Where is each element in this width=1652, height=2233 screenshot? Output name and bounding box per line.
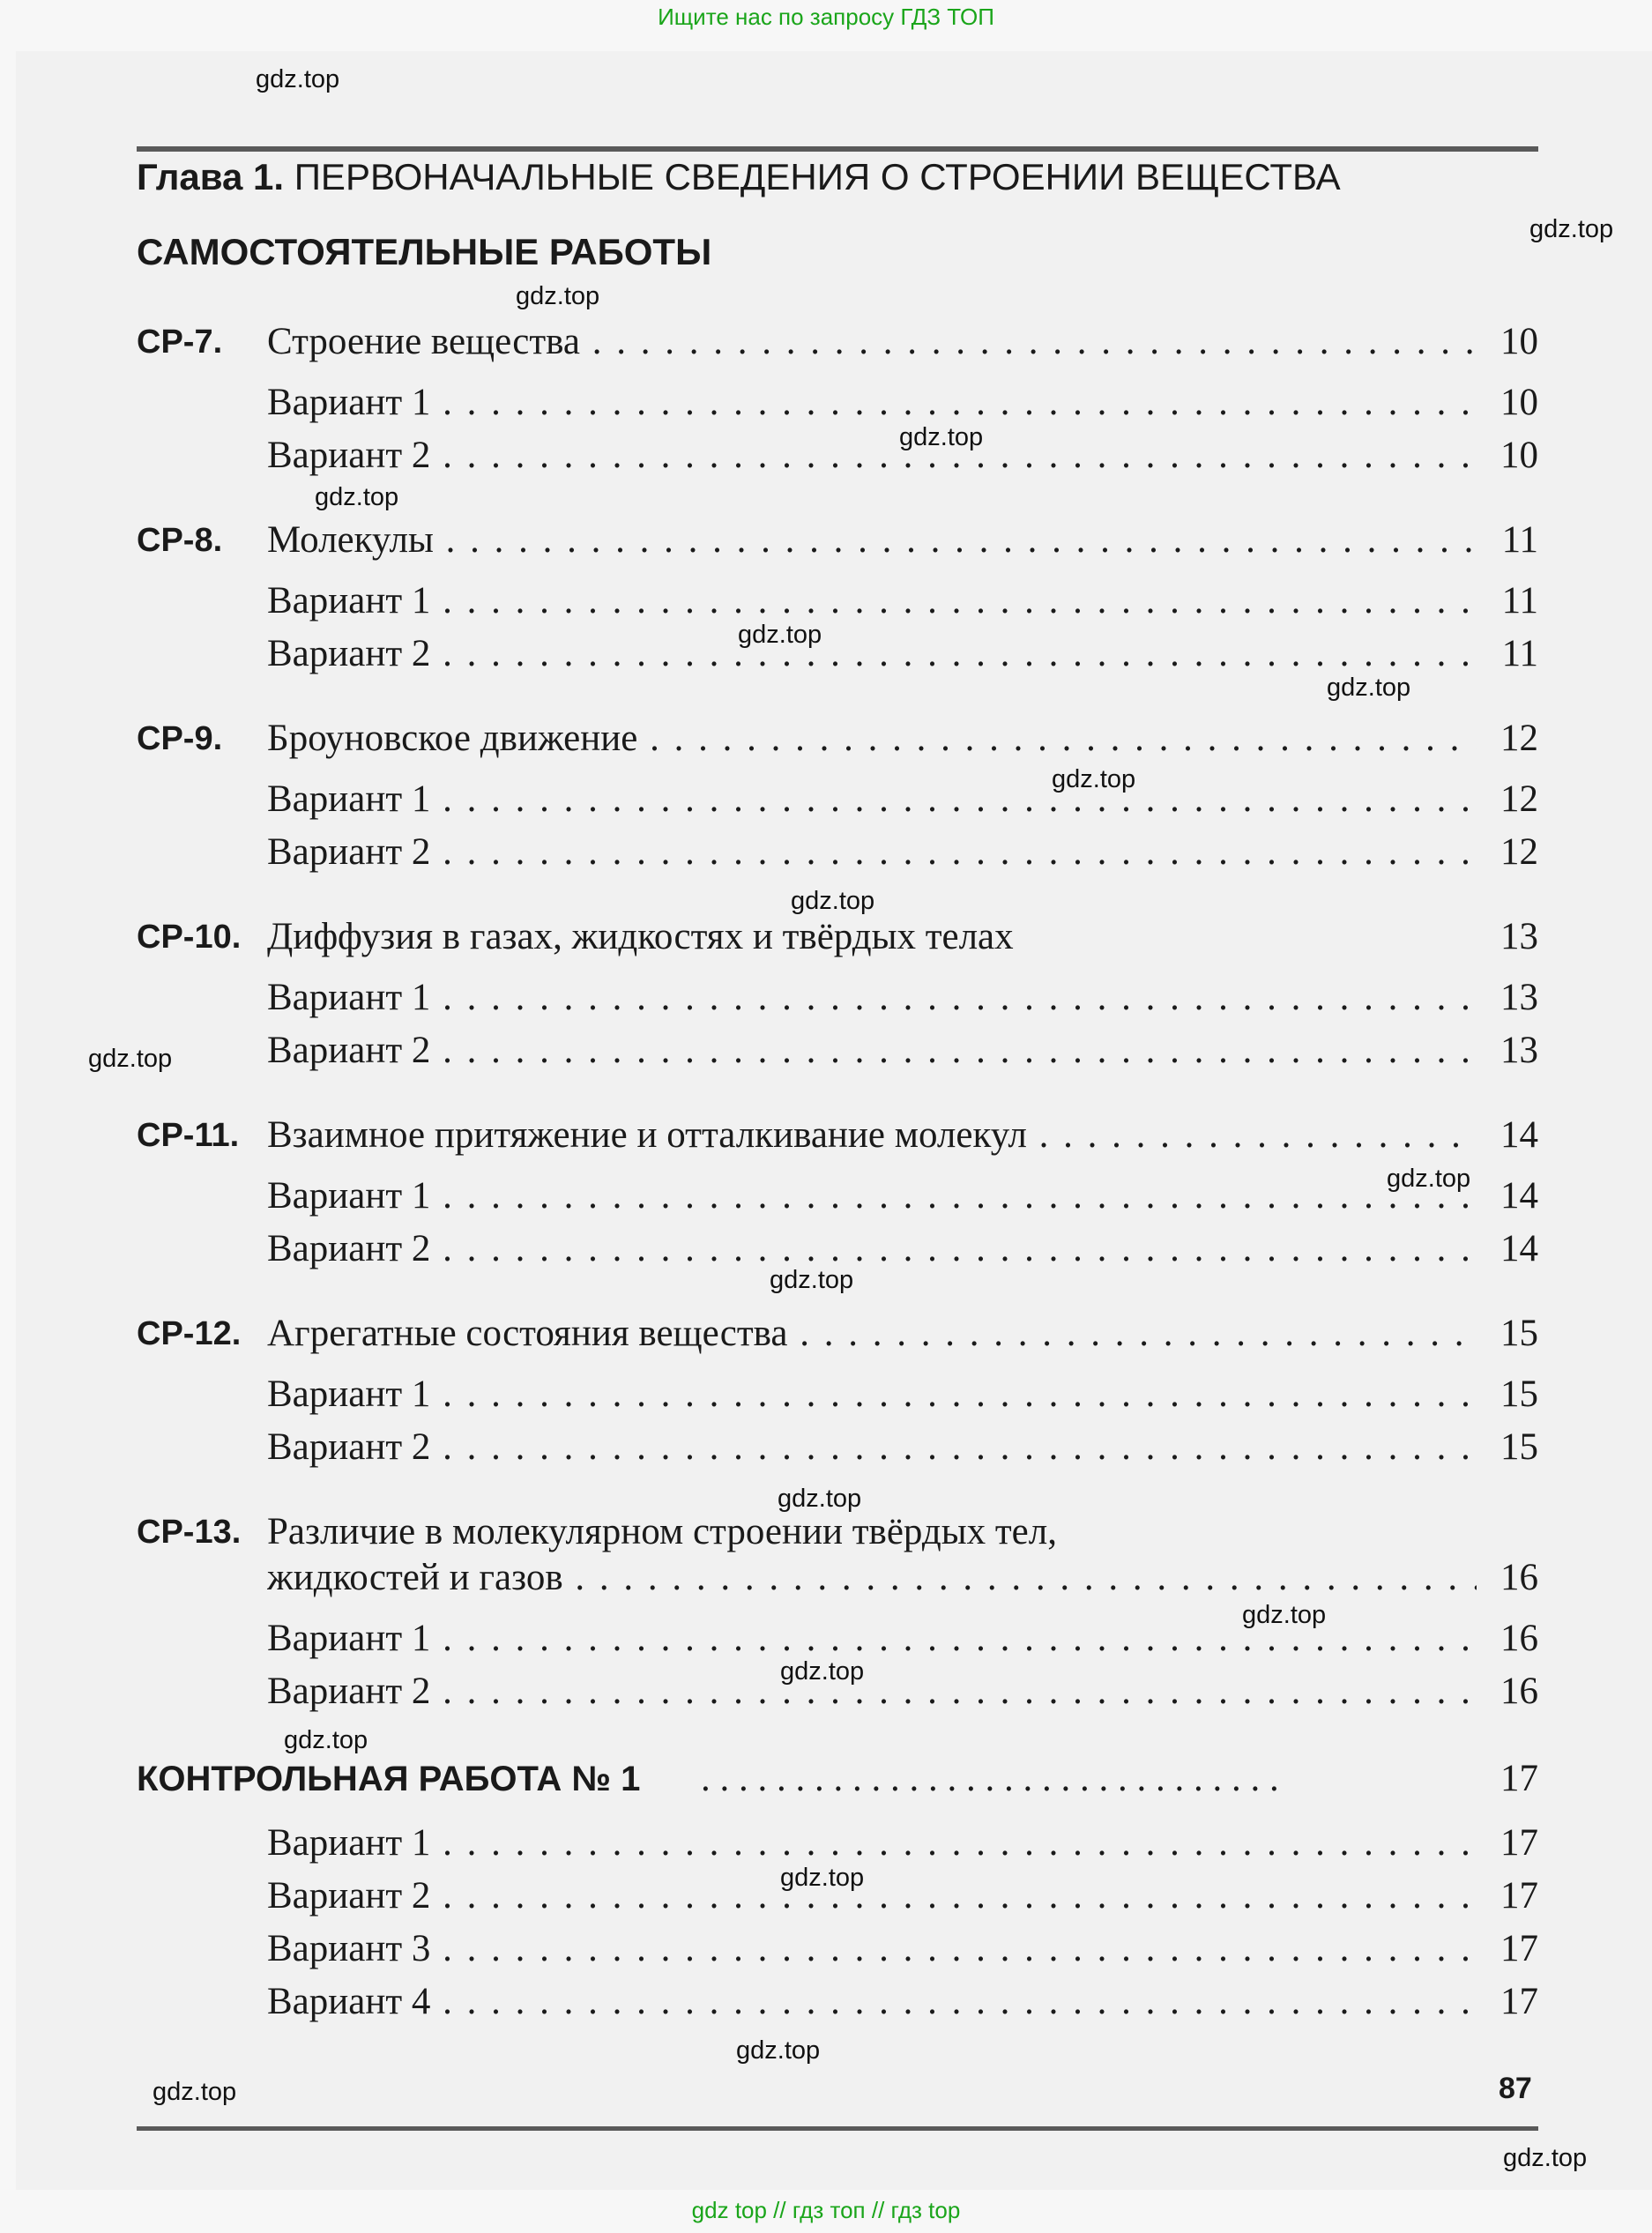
variant-title: Вариант 1 . . . <box>267 1817 1477 1870</box>
watermark: gdz.top <box>1242 1601 1327 1629</box>
entry-title: Броуновское движение . . . <box>267 712 1477 765</box>
toc-variant <box>137 971 1538 1024</box>
chapter-label: Глава 1. <box>137 156 285 197</box>
toc-variant <box>137 1024 1538 1077</box>
toc-variant <box>137 1368 1538 1421</box>
variant-page: 12 <box>1500 831 1538 873</box>
watermark: gdz.top <box>1052 765 1136 793</box>
entry-code: СР-12. <box>137 1315 242 1352</box>
toc-entry <box>137 1506 1538 1559</box>
variant-title: Вариант 2 . . . <box>267 1665 1477 1718</box>
variant-title: Вариант 2 . . . <box>267 1024 1477 1077</box>
variant-title: Вариант 1 . . . <box>267 1170 1477 1223</box>
control-page: 17 <box>1500 1758 1538 1799</box>
variant-title: Вариант 1 . . . <box>267 376 1477 429</box>
entry-page: 10 <box>1500 321 1538 362</box>
watermark: gdz.top <box>1529 215 1614 243</box>
chapter-heading <box>137 156 1341 198</box>
toc-variant <box>137 1923 1538 1976</box>
variant-page: 16 <box>1500 1671 1538 1712</box>
watermark: gdz.top <box>780 1864 865 1892</box>
watermark: gdz.top <box>899 423 984 451</box>
variant-page: 13 <box>1500 977 1538 1018</box>
toc-entry <box>137 514 1538 567</box>
variant-page: 17 <box>1500 1981 1538 2022</box>
variant-page: 14 <box>1500 1228 1538 1269</box>
entry-title: Различие в молекулярном строении твёрдых тел, <box>267 1511 1057 1552</box>
variant-page: 13 <box>1500 1030 1538 1071</box>
variant-title: Вариант 2 . . . <box>267 1870 1477 1923</box>
watermark: gdz.top <box>780 1657 865 1686</box>
watermark: gdz.top <box>88 1045 173 1073</box>
toc-variant <box>137 1421 1538 1474</box>
entry-code: СР-10. <box>137 919 242 956</box>
variant-title: Вариант 1 . . . <box>267 1612 1477 1665</box>
watermark: gdz.top <box>315 483 399 511</box>
watermark: gdz.top <box>1327 674 1411 702</box>
variant-title: Вариант 1 . . . <box>267 1368 1477 1421</box>
entry-code: СР-11. <box>137 1117 240 1154</box>
variant-page: 15 <box>1500 1373 1538 1415</box>
entry-page: 14 <box>1500 1114 1538 1156</box>
bottom-banner: gdz top // гдз топ // гдз top <box>691 2197 961 2223</box>
entry-title: Агрегатные состояния вещества . . . <box>267 1307 1477 1360</box>
toc-variant <box>137 1170 1538 1223</box>
variant-title: Вариант 1 . . . <box>267 773 1477 826</box>
variant-title: Вариант 3 . . . <box>267 1923 1477 1976</box>
page-number: 87 <box>1499 2072 1532 2105</box>
toc-entry <box>137 1109 1538 1162</box>
watermark: gdz.top <box>778 1485 862 1513</box>
toc-variant <box>137 575 1538 628</box>
variant-page: 11 <box>1501 633 1538 674</box>
entry-title-continued: жидкостей и газов . . . <box>267 1552 1477 1604</box>
entry-page: 11 <box>1501 519 1538 561</box>
toc-variant <box>137 628 1538 681</box>
entry-title: Молекулы . . . <box>267 514 1477 567</box>
section-heading: САМОСТОЯТЕЛЬНЫЕ РАБОТЫ <box>137 231 712 272</box>
variant-page: 10 <box>1500 435 1538 476</box>
top-banner: Ищите нас по запросу ГДЗ ТОП <box>658 4 994 30</box>
toc-entry-continued <box>137 1552 1538 1604</box>
watermark: gdz.top <box>1387 1165 1471 1193</box>
variant-title: Вариант 2 . . . <box>267 1421 1477 1474</box>
entry-title: Строение вещества . . . <box>267 316 1477 368</box>
variant-title: Вариант 4 . . . <box>267 1976 1477 2028</box>
entry-title: Взаимное притяжение и отталкивание молекул . . . <box>267 1109 1477 1162</box>
toc-control-entry <box>137 1753 1538 1805</box>
toc-entry <box>137 911 1538 964</box>
variant-page: 15 <box>1500 1426 1538 1468</box>
watermark: gdz.top <box>153 2078 237 2106</box>
variant-title: Вариант 2 . . . <box>267 628 1477 681</box>
watermark: gdz.top <box>770 1266 854 1294</box>
entry-code: СР-9. <box>137 720 223 757</box>
toc-variant <box>137 826 1538 879</box>
watermark: gdz.top <box>284 1726 368 1754</box>
watermark: gdz.top <box>256 65 340 93</box>
watermark: gdz.top <box>516 282 600 310</box>
top-rule <box>137 146 1538 152</box>
control-title: КОНТРОЛЬНАЯ РАБОТА № 1 <box>137 1760 641 1798</box>
variant-page: 17 <box>1500 1822 1538 1864</box>
toc-variant <box>137 1817 1538 1870</box>
variant-page: 11 <box>1501 580 1538 622</box>
entry-code: СР-7. <box>137 324 223 361</box>
toc-entry <box>137 316 1538 368</box>
toc-entry <box>137 1307 1538 1360</box>
toc-variant <box>137 1976 1538 2028</box>
entry-page: 12 <box>1500 718 1538 759</box>
variant-title: Вариант 1 . . . <box>267 971 1477 1024</box>
entry-title: Диффузия в газах, жидкостях и твёрдых телах <box>267 916 1014 957</box>
variant-page: 10 <box>1500 382 1538 423</box>
watermark: gdz.top <box>738 621 822 649</box>
entry-code: СР-13. <box>137 1514 242 1551</box>
control-dots: . . . . . . . . . . . . . . . . . . . . . . . . . . . . . . . <box>701 1758 1279 1799</box>
variant-title: Вариант 2 . . . <box>267 1223 1477 1276</box>
variant-page: 14 <box>1500 1175 1538 1217</box>
toc-variant <box>137 429 1538 482</box>
variant-title: Вариант 2 . . . <box>267 429 1477 482</box>
entry-page: 13 <box>1500 916 1538 957</box>
chapter-title: ПЕРВОНАЧАЛЬНЫЕ СВЕДЕНИЯ О СТРОЕНИИ ВЕЩЕСТВА <box>284 156 1341 197</box>
entry-page: 16 <box>1500 1557 1538 1598</box>
variant-page: 17 <box>1500 1928 1538 1969</box>
bottom-rule <box>137 2126 1538 2131</box>
entry-page: 15 <box>1500 1313 1538 1354</box>
toc-variant <box>137 773 1538 826</box>
toc-variant <box>137 376 1538 429</box>
variant-page: 17 <box>1500 1875 1538 1917</box>
entry-code: СР-8. <box>137 522 223 559</box>
variant-title: Вариант 2 . . . <box>267 826 1477 879</box>
watermark: gdz.top <box>736 2036 821 2065</box>
toc-entry <box>137 712 1538 765</box>
variant-page: 12 <box>1500 778 1538 820</box>
variant-page: 16 <box>1500 1618 1538 1659</box>
watermark: gdz.top <box>791 887 875 915</box>
variant-title: Вариант 1 . . . <box>267 575 1477 628</box>
watermark: gdz.top <box>1503 2144 1588 2172</box>
